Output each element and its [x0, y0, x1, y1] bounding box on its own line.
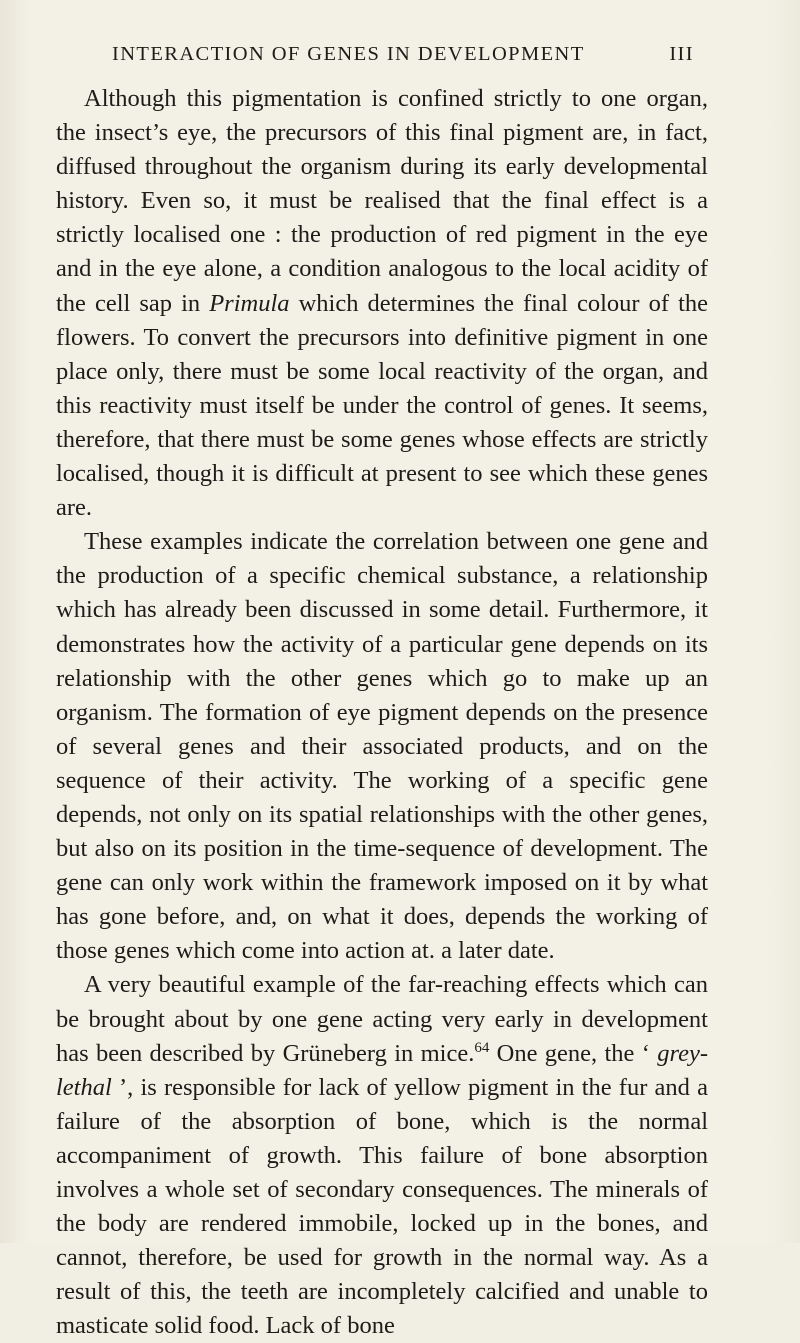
- paragraph-3-text-b: One gene, the ‘: [489, 1039, 658, 1067]
- footnote-reference: 64: [474, 1039, 490, 1056]
- species-name-primula: Primula: [209, 289, 290, 317]
- paragraph-2: These examples indicate the correlation between one gene and the production of a specific chemical substance, a relationship which has already been discussed in some detail. Furthermore, it demonstrates how the activity of a particular gene depends on its relationship with the other genes which go to make up an organism. The formation of eye pigment depends on the presence of several genes and their associated products, and on the sequence of their activity. The working of a specific gene depends, not only on its spatial relationships with the other genes, but also on its position in the time-sequence of development. The gene can only work within the framework imposed on it by what has gone before, and, on what it does, depends the working of those genes which come into action at. a later date.: [56, 528, 708, 965]
- running-head: [112, 40, 694, 68]
- paragraph-1: [56, 82, 708, 525]
- body-text: [56, 82, 708, 1343]
- paragraph-3-text-a: A very beautiful example of the far-reaching effects which can be brought about by one gene acting very early in development has been described by Grüneberg in mice.: [56, 971, 708, 1067]
- gene-name-grey-lethal: grey-lethal: [56, 1039, 709, 1101]
- paragraph-3-text-c: ’, is responsible for lack of yellow pigment in the fur and a failure of the absorption of bone, which is the normal accompaniment of growth. This failure of bone absorption involves a whole set of secondary consequences. The minerals of the body are rendered immobile, locked up in the bones, and cannot, therefore, be used for growth in the normal way. As a result of this, the teeth are incompletely calcified and unable to masticate solid food. Lack of bone: [56, 1073, 708, 1340]
- page-number: III: [669, 43, 694, 65]
- paragraph-1-text-b: which determines the final colour of the flowers. To convert the precursors into definitive pigment in one place only, there must be some local reactivity of the organ, and this reactivity must itself be under the control of genes. It seems, therefore, that there must be some genes whose effects are strictly localised, though it is difficult at present to see which these genes are.: [56, 289, 708, 522]
- running-title: INTERACTION OF GENES IN DEVELOPMENT: [112, 43, 585, 65]
- paragraph-1-text-a: Although this pigmentation is confined strictly to one organ, the insect’s eye, the precursors of this final pigment are, in fact, diffused throughout the organism during its early developmental history. Even so, it must be realised that the final effect is a strictly localised one : the production of red pigment in the eye and in the eye alone, a condition analogous to the local acidity of the cell sap in: [56, 85, 708, 317]
- paragraph-3: [56, 968, 708, 1343]
